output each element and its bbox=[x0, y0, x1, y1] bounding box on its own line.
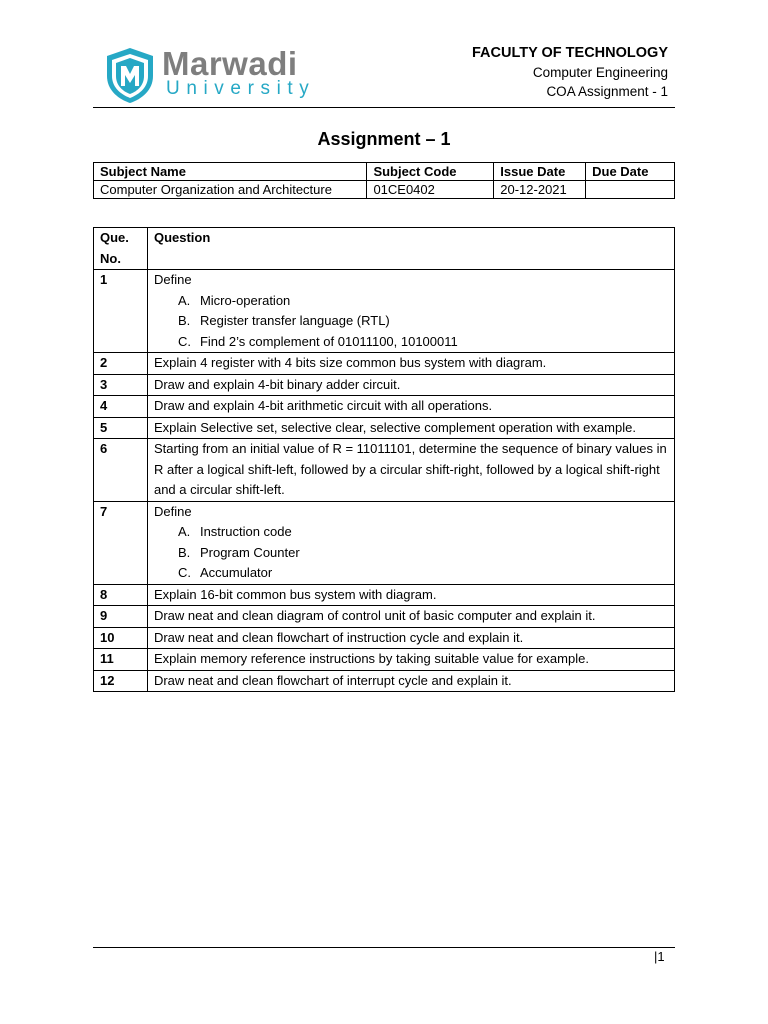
sub-question-list bbox=[154, 291, 668, 353]
sub-question bbox=[154, 543, 668, 564]
question-text: Starting from an initial value of R = 11011101, determine the sequence of binary values in R after a logical shift-left, followed by a circular shift-right, followed by a logical shift-right and a circular shift-left. bbox=[153, 441, 667, 497]
sub-question bbox=[154, 291, 668, 312]
question-row bbox=[94, 396, 675, 418]
question-row bbox=[94, 670, 675, 692]
subject-table-header-row bbox=[94, 163, 675, 181]
question-number: 10 bbox=[94, 627, 148, 649]
sub-question-letter: B. bbox=[177, 544, 191, 560]
question-row bbox=[94, 417, 675, 439]
subject-name: Computer Organization and Architecture bbox=[94, 181, 367, 199]
question-text: Define bbox=[153, 272, 192, 287]
question-row bbox=[94, 501, 675, 584]
question-text: Draw and explain 4-bit binary adder circuit. bbox=[153, 376, 401, 392]
sub-question-letter: A. bbox=[177, 524, 191, 539]
header-block bbox=[472, 44, 668, 101]
sub-question-text: Accumulator bbox=[199, 565, 273, 580]
question-text: Define bbox=[153, 503, 192, 519]
question-text: Explain memory reference instructions by taking suitable value for example. bbox=[153, 651, 589, 666]
subject-table-row bbox=[94, 181, 675, 199]
sub-question bbox=[154, 332, 668, 353]
logo-subname: University bbox=[166, 78, 316, 99]
question-text: Explain 4 register with 4 bits size common bus system with diagram. bbox=[153, 355, 547, 370]
question-number: 3 bbox=[94, 374, 148, 396]
question-text: Explain Selective set, selective clear, selective complement operation with example. bbox=[153, 419, 636, 435]
sub-question-letter: B. bbox=[177, 313, 191, 328]
question-table-header-row bbox=[94, 228, 675, 270]
sub-question-text: Instruction code bbox=[199, 524, 292, 539]
sub-question bbox=[154, 311, 668, 332]
question-cell bbox=[147, 353, 674, 375]
question-cell bbox=[147, 501, 674, 584]
due-date bbox=[586, 181, 675, 199]
sub-question-list bbox=[154, 522, 668, 584]
question-row bbox=[94, 439, 675, 502]
sub-question bbox=[154, 563, 668, 584]
question-text: Draw neat and clean flowchart of interrupt cycle and explain it. bbox=[153, 672, 512, 688]
question-table bbox=[93, 227, 675, 692]
question-number: 7 bbox=[94, 501, 148, 584]
university-logo bbox=[104, 46, 324, 108]
question-number: 8 bbox=[94, 584, 148, 606]
assignment-reference: COA Assignment - 1 bbox=[546, 84, 668, 99]
question-cell bbox=[147, 670, 674, 692]
header-question: Question bbox=[147, 228, 674, 270]
header-divider bbox=[93, 107, 675, 108]
page-number: |1 bbox=[654, 949, 665, 964]
sub-question-letter: C. bbox=[177, 333, 191, 349]
sub-question bbox=[154, 522, 668, 543]
question-number: 6 bbox=[94, 439, 148, 502]
question-cell bbox=[147, 417, 674, 439]
header-question-number: Que. No. bbox=[94, 228, 148, 270]
header-subject-code: Subject Code bbox=[367, 163, 494, 181]
question-number: 4 bbox=[94, 396, 148, 418]
page-title: Assignment – 1 bbox=[317, 129, 451, 149]
shield-emblem-icon bbox=[104, 46, 156, 104]
sub-question-text: Program Counter bbox=[199, 544, 300, 560]
question-cell bbox=[147, 439, 674, 502]
question-text: Draw neat and clean diagram of control unit of basic computer and explain it. bbox=[153, 608, 596, 623]
faculty-name: FACULTY OF TECHNOLOGY bbox=[471, 45, 668, 61]
footer-divider bbox=[93, 947, 675, 948]
logo-name: Marwadi bbox=[162, 45, 298, 82]
sub-question-text: Micro-operation bbox=[199, 292, 291, 308]
header-issue-date: Issue Date bbox=[494, 163, 586, 181]
question-row bbox=[94, 606, 675, 628]
question-text: Draw and explain 4-bit arithmetic circuit with all operations. bbox=[153, 398, 493, 413]
question-number: 11 bbox=[94, 649, 148, 671]
question-cell bbox=[147, 374, 674, 396]
question-number: 12 bbox=[94, 670, 148, 692]
sub-question-letter: A. bbox=[177, 292, 191, 308]
question-text: Explain 16-bit common bus system with diagram. bbox=[153, 586, 437, 602]
department-name: Computer Engineering bbox=[532, 65, 668, 80]
question-number: 1 bbox=[94, 270, 148, 353]
question-number: 5 bbox=[94, 417, 148, 439]
sub-question-letter: C. bbox=[177, 565, 191, 580]
question-row bbox=[94, 627, 675, 649]
question-cell bbox=[147, 584, 674, 606]
question-cell bbox=[147, 649, 674, 671]
header-due-date: Due Date bbox=[586, 163, 675, 181]
question-row bbox=[94, 270, 675, 353]
question-row bbox=[94, 353, 675, 375]
question-cell bbox=[147, 627, 674, 649]
question-row bbox=[94, 649, 675, 671]
subject-info-table bbox=[93, 162, 675, 199]
sub-question-text: Register transfer language (RTL) bbox=[199, 313, 390, 328]
sub-question-text: Find 2’s complement of 01011100, 10100011 bbox=[199, 333, 458, 349]
question-number: 9 bbox=[94, 606, 148, 628]
question-row bbox=[94, 374, 675, 396]
subject-code: 01CE0402 bbox=[367, 181, 494, 199]
question-cell bbox=[147, 396, 674, 418]
question-number: 2 bbox=[94, 353, 148, 375]
header-subject-name: Subject Name bbox=[94, 163, 367, 181]
issue-date: 20-12-2021 bbox=[494, 181, 586, 199]
question-text: Draw neat and clean flowchart of instruction cycle and explain it. bbox=[153, 629, 524, 645]
question-cell bbox=[147, 606, 674, 628]
question-row bbox=[94, 584, 675, 606]
question-cell bbox=[147, 270, 674, 353]
